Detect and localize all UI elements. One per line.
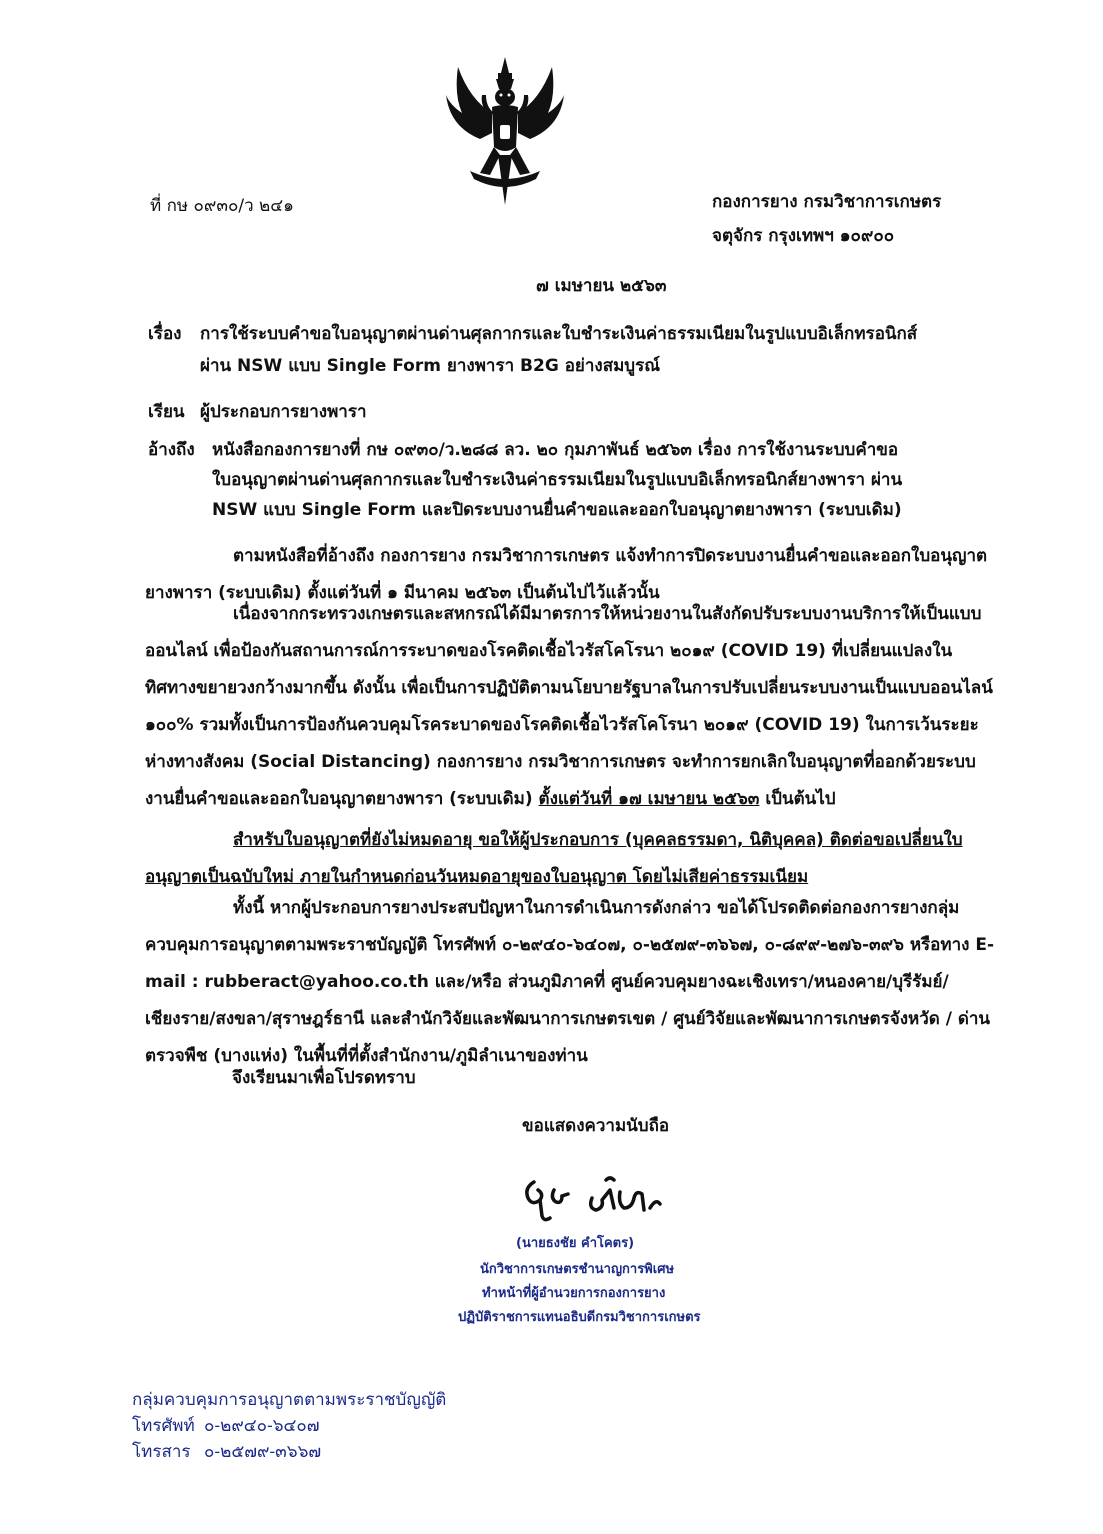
reference-line-1: หนังสือกองการยางที่ กษ ๐๙๓๐/ว.๒๘๘ ลว. ๒๐ กุมภาพันธ์ ๒๕๖๓ เรื่อง การใช้งานระบบคำขอ (212, 440, 899, 460)
subject-line-2: ผ่าน NSW แบบ Single Form ยางพารา B2G อย่างสมบูรณ์ (200, 356, 660, 376)
agency-name: กองการยาง กรมวิชาการเกษตร (712, 192, 942, 212)
footer-phone: ๐-๒๙๔๐-๖๔๐๗ (204, 1416, 320, 1436)
body-paragraph-4 (145, 890, 995, 1075)
garuda-emblem (440, 55, 570, 215)
to-value: ผู้ประกอบการยางพารา (200, 402, 367, 422)
footer-unit: กลุ่มควบคุมการอนุญาตตามพระราชบัญญัติ (132, 1390, 447, 1410)
subject-label: เรื่อง (148, 324, 182, 344)
reference-number: ที่ กษ ๐๙๓๐/ว ๒๔๑ (150, 196, 294, 216)
signatory-name: (นายธงชัย คำโคตร) (516, 1236, 635, 1251)
paragraph-2-main: เนื่องจากกระทรวงเกษตรและสหกรณ์ได้มีมาตรการให้หน่วยงานในสังกัดปรับระบบงานบริการให้เป็นแบบออนไลน์ เพื่อป้องกันสถานการณ์การระบาดของโรคติดเชื้อไวรัสโคโรนา ๒๐๑๙ (COVID 19) ที่เปลี่ยนแปลงในทิศทางขยายวงกว้างมากขึ้น ดังนั้น เพื่อเป็นการปฏิบัติตามนโยบายรัฐบาลในการปรับเปลี่ยนระบบงานเป็นแบบออนไลน์ ๑๐๐% รวมทั้งเป็นการป้องกันควบคุมโรคระบาดของโรคติดเชื้อไวรัสโคโรนา ๒๐๑๙ (COVID 19) ในการเว้นระยะห่างทางสังคม (Social Distancing) กองการยาง กรมวิชาการเกษตร (145, 604, 993, 772)
closing-statement: จึงเรียนมาเพื่อโปรดทราบ (232, 1068, 416, 1088)
subject-line-1: การใช้ระบบคำขอใบอนุญาตผ่านด่านศุลกากรและใบชำระเงินค่าธรรมเนียมในรูปแบบอิเล็กทรอนิกส์ (200, 324, 918, 344)
paragraph-2-cancellation: จะทำการยกเลิกใบอนุญาตที่ออกด้วยระบบงานยื่นคำขอและออกใบอนุญาตยางพารา (ระบบเดิม) (145, 752, 976, 809)
body-paragraph-2 (145, 596, 995, 818)
handwritten-signature (510, 1168, 680, 1228)
reference-line-2: ใบอนุญาตผ่านด่านศุลกากรและใบชำระเงินค่าธรรมเนียมในรูปแบบอิเล็กทรอนิกส์ยางพารา ผ่าน (212, 470, 903, 490)
reference-line-3: NSW แบบ Single Form และปิดระบบงานยื่นคำขอและออกใบอนุญาตยางพารา (ระบบเดิม) (212, 500, 902, 520)
agency-address: จตุจักร กรุงเทพฯ ๑๐๙๐๐ (712, 226, 895, 246)
complimentary-close: ขอแสดงความนับถือ (522, 1116, 670, 1136)
paragraph-4-regional: หรือทาง E-mail : rubberact@yahoo.co.th และ/หรือ ส่วนภูมิภาคที่ ศูนย์ควบคุมยางฉะเชิงเทรา/หนองคาย/บุรีรัมย์/เชียงราย/สงขลา/สุราษฎร์ธานี และสำนักวิจัยและพัฒนาการเกษตรเขต / ศูนย์วิจัยและพัฒนาการเกษตรจังหวัด / ด่านตรวจพืช (บางแห่ง) ในพื้นที่ที่ตั้งสำนักงาน/ภูมิลำเนาของท่าน (145, 935, 994, 1066)
letter-date: ๗ เมษายน ๒๕๖๓ (536, 276, 667, 296)
footer-fax-label: โทรสาร (132, 1442, 191, 1462)
reference-label: อ้างถึง (148, 440, 195, 460)
signatory-position-2: ทำหน้าที่ผู้อำนวยการกองการยาง (482, 1286, 666, 1301)
paragraph-2-effective-date: ตั้งแต่วันที่ ๑๗ เมษายน ๒๕๖๓ (538, 789, 760, 809)
signatory-position-1: นักวิชาการเกษตรชำนาญการพิเศษ (480, 1262, 675, 1277)
body-paragraph-3: สำหรับใบอนุญาตที่ยังไม่หมดอายุ ขอให้ผู้ประกอบการ (บุคคลธรรมดา, นิติบุคคล) ติดต่อขอเปลี่ยนใบอนุญาตเป็นฉบับใหม่ ภายในกำหนดก่อนวันหมดอายุของใบอนุญาต โดยไม่เสียค่าธรรมเนียม (145, 830, 963, 887)
paragraph-4-contact: ทั้งนี้ หากผู้ประกอบการยางประสบปัญหาในการดำเนินการดังกล่าว ขอได้โปรดติดต่อกองการยางกลุ่มควบคุมการอนุญาตตามพระราชบัญญัติ โทรศัพท์ ๐-๒๙๔๐-๖๔๐๗, ๐-๒๕๗๙-๓๖๖๗, ๐-๘๙๙-๒๗๖-๓๙๖ (145, 898, 960, 955)
paragraph-2-ending: เป็นต้นไป (765, 789, 836, 809)
body-paragraph-1: ตามหนังสือที่อ้างถึง กองการยาง กรมวิชาการเกษตร แจ้งทำการปิดระบบงานยื่นคำขอและออกใบอนุญาตยางพารา (ระบบเดิม) ตั้งแต่วันที่ ๑ มีนาคม ๒๕๖๓ เป็นต้นไปไว้แล้วนั้น (145, 546, 988, 603)
to-label: เรียน (148, 402, 185, 422)
footer-phone-label: โทรศัพท์ (132, 1416, 195, 1436)
signatory-position-3: ปฏิบัติราชการแทนอธิบดีกรมวิชาการเกษตร (458, 1310, 701, 1325)
footer-fax: ๐-๒๕๗๙-๓๖๖๗ (204, 1442, 322, 1462)
